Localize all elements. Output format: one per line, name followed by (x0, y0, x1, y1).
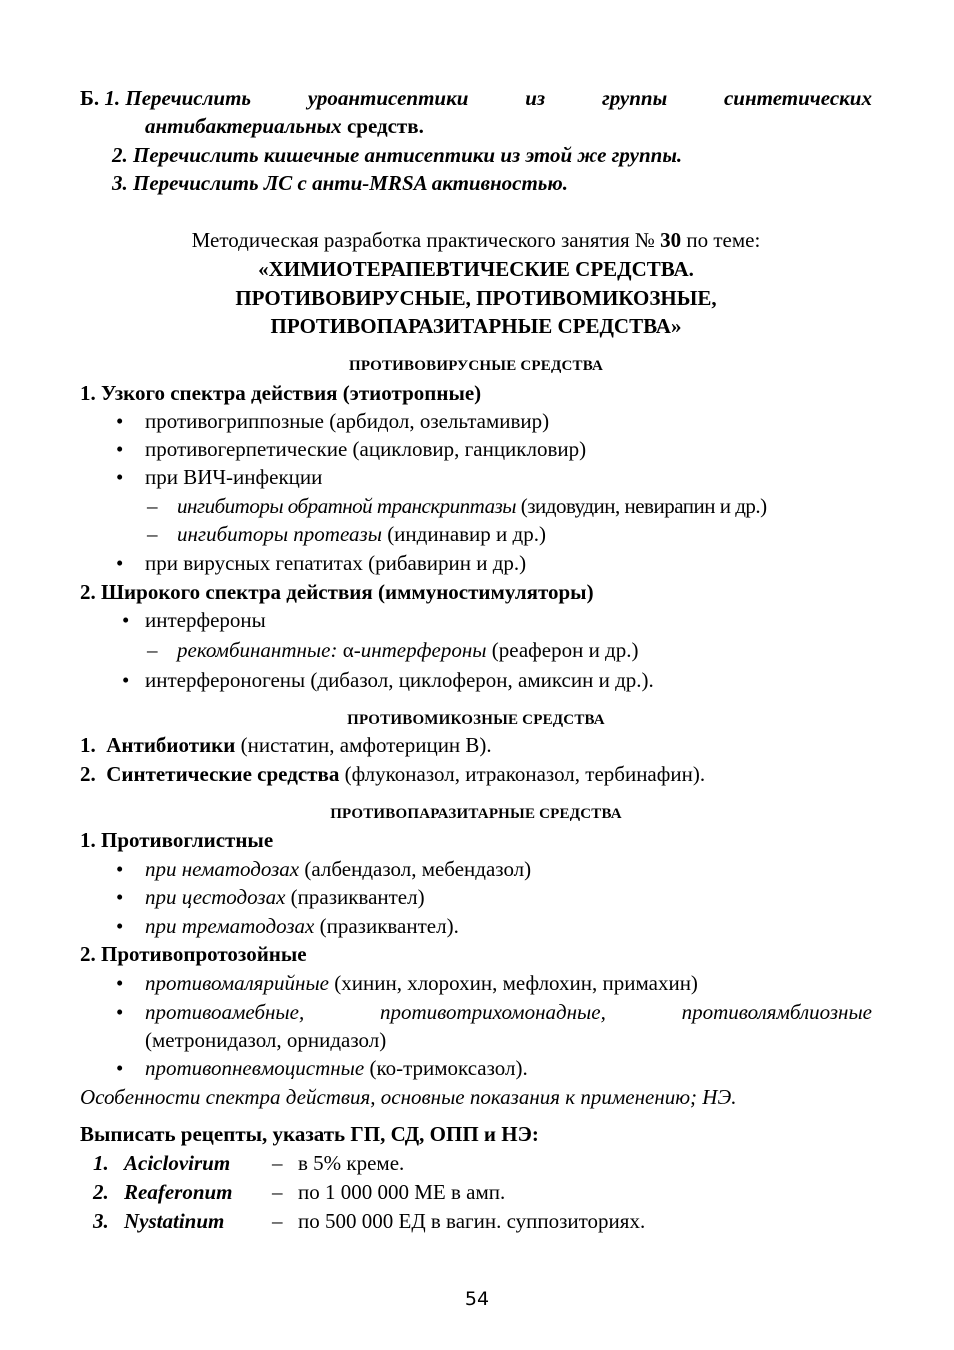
bullet: • (116, 409, 124, 433)
bullet: • (116, 857, 124, 881)
list-item: противогриппозные (арбидол, озельтамивир) (145, 409, 550, 433)
list-item: при цестодозах (празиквантел) (145, 885, 425, 909)
bullet: • (116, 1056, 124, 1080)
sub-item: ингибиторы протеазы (индинавир и др.) (177, 522, 546, 546)
bullet: • (116, 1000, 124, 1024)
bullet: • (116, 437, 124, 461)
task-b-prefix: Б. (80, 86, 100, 110)
lesson-title-line: ПРОТИВОВИРУСНЫЕ, ПРОТИВОМИКОЗНЫЕ, (235, 286, 717, 310)
prescription-item: 2. Reaferonum – по 1 000 000 МЕ в амп. (93, 1180, 506, 1204)
dash: – (147, 522, 158, 546)
task-b-word: синтетических (723, 86, 872, 110)
task-b-word: группы (601, 86, 668, 110)
list-item: противогерпетические (ацикловир, ганцикловир) (145, 437, 587, 461)
list-item: при нематодозах (албендазол, мебендазол) (145, 857, 532, 881)
antifungal-item-2: 2. Синтетические средства (флуконазол, итраконазол, тербинафин). (80, 762, 706, 786)
prescription-item: 1. Aciclovirum – в 5% креме. (93, 1151, 405, 1175)
list-item: при трематодозах (празиквантел). (145, 914, 459, 938)
prescriptions-heading: Выписать рецепты, указать ГП, СД, ОПП и НЭ: (80, 1122, 539, 1146)
task-b-word: Перечислить (125, 86, 252, 110)
antiviral-heading: ПРОТИВОВИРУСНЫЕ СРЕДСТВА (348, 358, 604, 374)
list-item: при вирусных гепатитах (рибавирин и др.) (145, 551, 527, 575)
antifungal-heading: ПРОТИВОМИКОЗНЫЕ СРЕДСТВА (347, 712, 605, 728)
task-b-item2: 2. Перечислить кишечные антисептики из этой же группы. (112, 143, 683, 167)
bullet: • (116, 885, 124, 909)
task-b-item3: 3. Перечислить ЛС с анти-MRSA активностью. (112, 171, 568, 195)
list-item: при ВИЧ-инфекции (145, 465, 323, 489)
page-number: 54 (464, 1288, 490, 1310)
list-item: противомалярийные (хинин, хлорохин, мефлохин, примахин) (145, 971, 698, 995)
lesson-title-line: ПРОТИВОПАРАЗИТАРНЫЕ СРЕДСТВА» (270, 314, 682, 338)
antiparasitic-group-2: 2. Противопротозойные (80, 942, 307, 966)
prescription-item: 3. Nystatinum – по 500 000 ЕД в вагин. суппозиториях. (93, 1209, 646, 1233)
lesson-title-line: «ХИМИОТЕРАПЕВТИЧЕСКИЕ СРЕДСТВА. (258, 257, 694, 281)
task-b-item1-line (80, 84, 872, 112)
antiparasitic-group-1: 1. Противоглистные (80, 828, 274, 852)
list-item-cont: (метронидазол, орнидазол) (145, 1028, 387, 1052)
bullet: • (116, 465, 124, 489)
sub-item: ингибиторы обратной транскриптазы (зидовудин, невирапин и др.) (177, 494, 767, 518)
bullet: • (116, 971, 124, 995)
dash: – (147, 638, 158, 662)
sub-item: рекомбинантные: α-интерфероны (реаферон и др.) (177, 638, 639, 662)
task-b-item1-cont: антибактериальных средств. (145, 114, 424, 138)
bullet: • (122, 668, 130, 692)
bullet: • (116, 914, 124, 938)
task-b-word: из (525, 86, 546, 110)
list-item: противоамебные, противотрихомонадные, противолямблиозные (145, 1000, 872, 1024)
task-b-word: уроантисептики (307, 86, 469, 110)
antiviral-group-2: 2. Широкого спектра действия (иммуностимуляторы) (80, 580, 594, 604)
dash: – (147, 494, 158, 518)
antiparasitic-heading: ПРОТИВОПАРАЗИТАРНЫЕ СРЕДСТВА (330, 806, 622, 822)
bullet: • (116, 551, 124, 575)
lesson-intro: Методическая разработка практического занятия № 30 по теме: (191, 228, 761, 252)
bullet: • (122, 608, 130, 632)
task-b-item1-num: 1. (104, 86, 121, 110)
antifungal-item-1: 1. Антибиотики (нистатин, амфотерицин В). (80, 733, 492, 757)
list-item: интерфероны (145, 608, 266, 632)
note: Особенности спектра действия, основные показания к применению; НЭ. (80, 1085, 737, 1109)
list-item: интерфероногены (дибазол, циклоферон, амиксин и др.). (145, 668, 654, 692)
antiviral-group-1: 1. Узкого спектра действия (этиотропные) (80, 381, 482, 405)
list-item: противопневмоцистные (ко-тримоксазол). (145, 1056, 528, 1080)
